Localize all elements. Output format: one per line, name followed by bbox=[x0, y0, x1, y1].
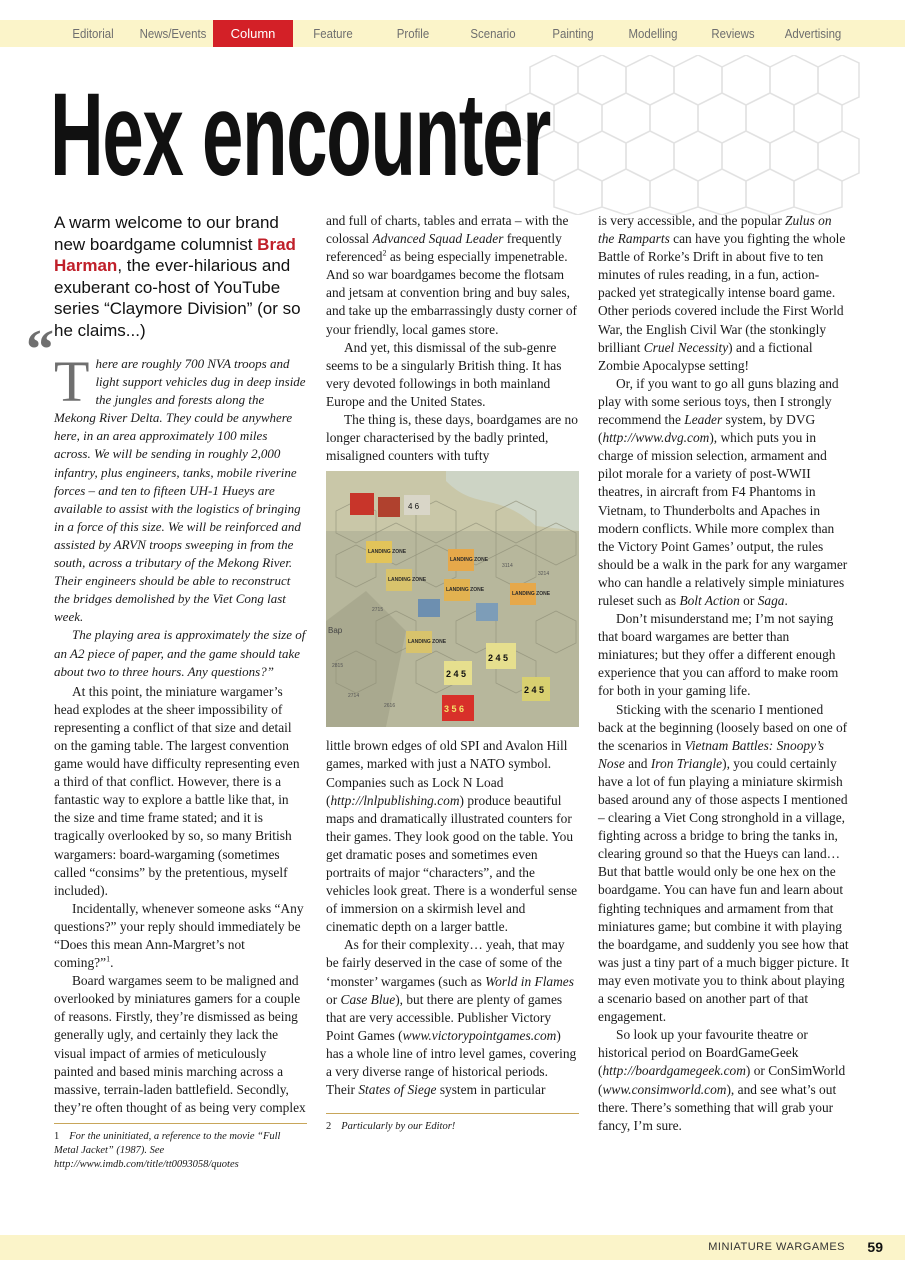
quote-mark-icon: “ bbox=[26, 319, 54, 381]
counter-value: 2 4 5 bbox=[488, 653, 509, 664]
body-paragraph: At this point, the miniature wargamer’s head explodes at the sheer impossibility of representing a conflict of that size and detail on the gaming table. The largest convention game would have difficulty representing even a third of that conflict. However, there is a fantastic way to explore a battle like that, in the size and time frame stated; and it is tragically overlooked by so, so many British wargamers: board-wargaming (sometimes called “consims” by the pretentious, myself included). bbox=[54, 683, 300, 898]
magazine-name: MINIATURE WARGAMES bbox=[708, 1241, 845, 1253]
counter-value: 2 4 5 bbox=[446, 669, 467, 680]
counter-value: 2 4 5 bbox=[524, 685, 545, 696]
hex-number: 2815 bbox=[332, 663, 344, 670]
nav-item-advertising[interactable]: Advertising bbox=[784, 26, 842, 41]
body-paragraph: is very accessible, and the popular Zulus on the Ramparts can have you fighting the whole Battle of Rorke’s Drift in about five to ten minutes of rules reading, in a fun, action-packed yet strategically intense board game. Other periods covered include the First World War, the English Civil War (the stonkingly brilliant Cruel Necessity) and a fictional Zombie Apocalypse setting! bbox=[598, 213, 846, 373]
hex-number: 2715 bbox=[372, 607, 384, 614]
column-3 bbox=[598, 212, 851, 1135]
body-paragraph: and full of charts, tables and errata – with the colossal Advanced Squad Leader frequently referenced$^2$ as being especially impenetrable. And so war boardgames become the flotsam and jetsam at convention bring and buy sales, and take up the embarrassingly dusty corner of your friendly, local games store. bbox=[326, 213, 577, 337]
hex-number: 2714 bbox=[348, 693, 360, 700]
nav-item-painting[interactable]: Painting bbox=[552, 26, 594, 41]
body-paragraph: The thing is, these days, boardgames are no longer characterised by the badly printed, misaligned counters with tufty bbox=[326, 412, 578, 464]
column-2 bbox=[326, 212, 579, 1134]
footnote-rule bbox=[326, 1113, 579, 1114]
body-paragraph: As for their complexity… yeah, that may be fairly deserved in the case of some of the ‘monster’ wargames (such as World in Flames or Case Blue), but there are plenty of games that are very accessible. Publisher Victory Point Games (www.victorypointgames.com) has a whole line of intro level games, covering a very diverse range of historical periods. Their States of Siege system in particular bbox=[326, 937, 577, 1098]
body-paragraph: little brown edges of old SPI and Avalon Hill games, marked with just a NATO symbol. Companies such as Lock N Load (http://lnlpublishing.com) produce beautiful maps and dramatically illustrated counters for their games. They look good on the table. You get dramatic poses and sometimes even portraits of major “characters”, and the vehicles look great. There is a wonderful sense of immersion on a skirmish level and cinematic depth on a larger battle. bbox=[326, 738, 578, 935]
counter-label: LANDING ZONE bbox=[512, 591, 551, 598]
counter-label: LANDING ZONE bbox=[388, 577, 427, 584]
map-label: Bap bbox=[328, 626, 343, 636]
nav-item-modelling[interactable]: Modelling bbox=[628, 26, 678, 41]
page-number: 59 bbox=[867, 1239, 883, 1255]
body-paragraph: So look up your favourite theatre or historical period on BoardGameGeek (http://boardgamegeek.com) or ConSimWorld (www.consimworld.com), and see what’s out there. There’s something that will grab your fancy, I’m sure. bbox=[598, 1027, 846, 1133]
author-name: Brad Harman bbox=[54, 234, 296, 275]
footnote-rule bbox=[54, 1123, 307, 1124]
boardgame-photo bbox=[326, 471, 579, 727]
body-paragraph: Or, if you want to go all guns blazing and play with some serious toys, then I strongly recommend the Leader system, by DVG (http://www.dvg.com), which puts you in charge of mission selection, armament and pilot morale for a variety of post-WWII theatres, in aircraft from F4 Phantoms in Vietnam, to Thunderbolts and Apaches in modern conflicts. While more complex than the Victory Point Games’ output, the rules should be a walk in the park for any wargamer who can handle a relatively simple miniatures ruleset such as Bolt Action or Saga. bbox=[598, 375, 848, 608]
column-1 bbox=[26, 212, 307, 1172]
section-nav bbox=[0, 20, 905, 47]
body-paragraph: And yet, this dismissal of the sub-genre seems to be a singularly British thing. It has very devoted followings in both mainland Europe and the United States. bbox=[326, 339, 562, 409]
counter-label: LANDING ZONE bbox=[446, 587, 485, 594]
standfirst: A warm welcome to our brand new boardgame columnist Brad Harman, the ever-hilarious and exuberant co-host of YouTube series “Claymore Division” (or so he claims...) bbox=[54, 213, 301, 340]
footnote-1: 1 For the uninitiated, a reference to the movie “Full Metal Jacket” (1987). See http://www.imdb.com/title/tt0093058/quotes bbox=[54, 1130, 281, 1170]
drop-cap: T bbox=[54, 349, 90, 414]
counter-value: 3 5 6 bbox=[444, 704, 465, 715]
counter-label: LANDING ZONE bbox=[408, 639, 447, 646]
nav-item-feature[interactable]: Feature bbox=[313, 26, 353, 41]
hex-number: 3114 bbox=[502, 563, 513, 570]
nav-item-column[interactable]: Column bbox=[213, 20, 293, 47]
article-title: Hex encounter bbox=[50, 69, 551, 201]
footnote-ref: 1 bbox=[106, 954, 111, 964]
counter-label: LANDING ZONE bbox=[368, 549, 407, 556]
body-paragraph: Board wargames seem to be maligned and overlooked by miniatures gamers for a couple of reasons. Firstly, they’re dismissed as being generally ugly, and certainly they lack the visual impact of armies of meticulously painted and based minis marching across a massive, terrain-laden battlefield. Secondly, they’re often thought of as being very complex bbox=[54, 973, 306, 1115]
page-footer bbox=[0, 1235, 905, 1260]
body-paragraph: Sticking with the scenario I mentioned back at the beginning (loosely based on one of the scenarios in Vietnam Battles: Snoopy’s Nose and Iron Triangle), you could certainly have a lot of fun playing a miniature skirmish based around any of those aspects I mentioned – clearing a Viet Cong stronghold in a village, fighting across a bridge to bring the tanks in, clearing ground so that the Hueys can land… But that battle would only be one hex on the boardgame. You can have fun and learn about fighting techniques and armament from that miniatures game; but combine it with playing the boardgame, and suddenly you see how that was just a tiny part of a much bigger picture. It may even motivate you to think about playing a scenario based on another part of that engagement. bbox=[598, 701, 850, 1025]
footnote-ref: 2 bbox=[382, 248, 387, 258]
counter-value: 4 6 bbox=[408, 502, 420, 512]
footnote-2: 2 Particularly by our Editor! bbox=[326, 1121, 456, 1133]
pull-quote: “ T here are roughly 700 NVA troops and light support vehicles dug in deep inside the jungles and forests along the Mekong River Delta. They could be anywhere here, in an area approximately 100 miles across. We will be sending in roughly 2,000 infantry, plus engineers, tanks, mobile riverine forces – and ten to fifteen UH-1 Hueys are available to assist with the logistics of bringing in a force of this size. We will be reinforced and assisted by ARVN troops sweeping in from the south, across a tributary of the Mekong River. Their engineers should be able to reconstruct the bridges demolished by the Viet Cong last week. The playing area is approximately the size of an A2 piece of paper, and the game should take about two to three hours. Any questions?” bbox=[54, 355, 307, 681]
body-paragraph: Don’t misunderstand me; I’m not saying that board wargames are better than miniatures; but they offer a different enough experience that you can afford to make room for both in your gaming life. bbox=[598, 611, 839, 699]
nav-item-reviews[interactable]: Reviews bbox=[711, 26, 755, 41]
nav-item-news-events[interactable]: News/Events bbox=[139, 26, 207, 41]
pull-quote-paragraph: The playing area is approximately the size of an A2 piece of paper, and the game should take about two to three hours. Any questions?” bbox=[54, 627, 306, 679]
hex-number: 3214 bbox=[538, 571, 550, 578]
hex-number: 2616 bbox=[384, 703, 396, 710]
red-counter bbox=[350, 493, 374, 515]
nav-item-editorial[interactable]: Editorial bbox=[72, 26, 114, 41]
body-paragraph: Incidentally, whenever someone asks “Any questions?” your reply should immediately be “Does this mean Ann-Margret’s not coming?”$^1$. bbox=[54, 900, 304, 971]
nav-item-scenario[interactable]: Scenario bbox=[470, 26, 516, 41]
nav-item-profile[interactable]: Profile bbox=[396, 26, 430, 41]
counter-label: LANDING ZONE bbox=[450, 557, 489, 564]
